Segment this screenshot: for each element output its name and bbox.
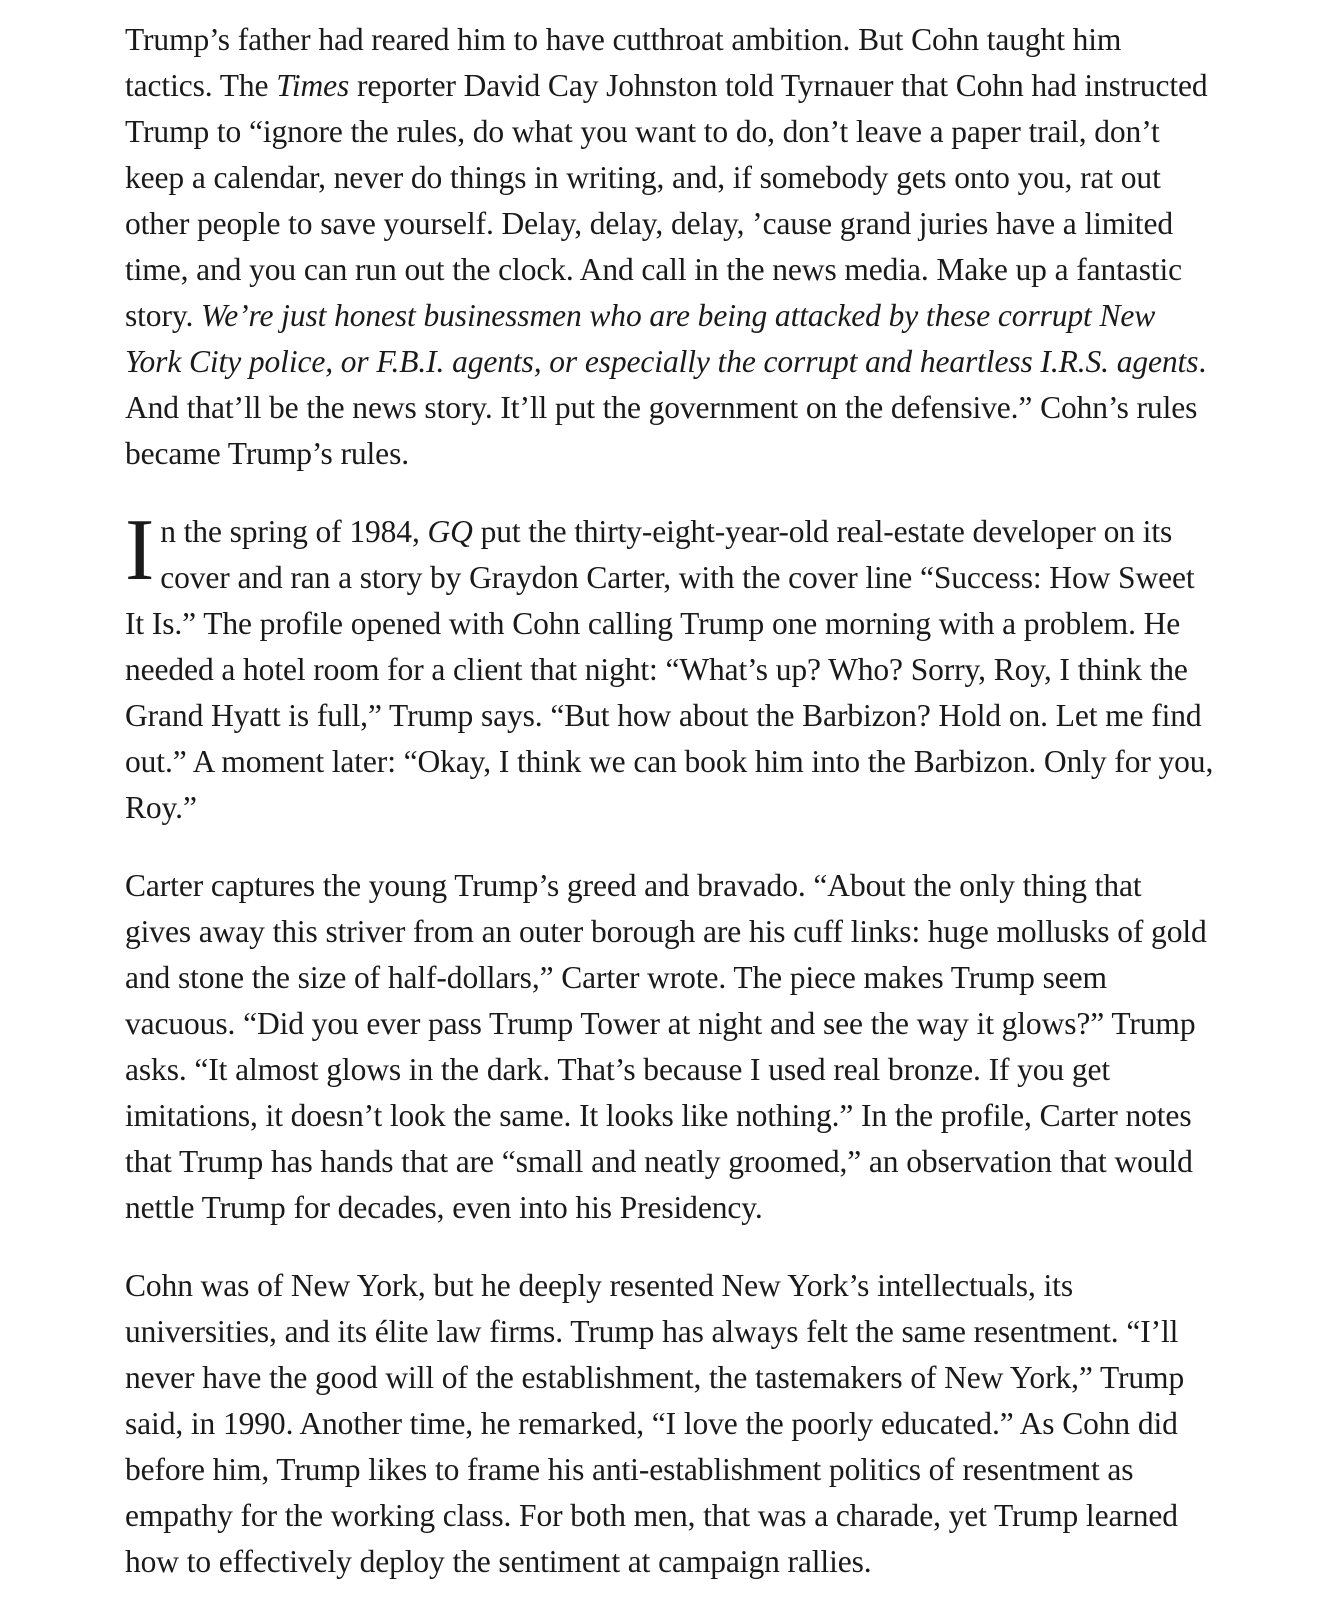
paragraph-2-text-a: n the spring of 1984, [160, 514, 428, 549]
publication-name-times: Times [276, 68, 350, 103]
paragraph-1-text-a: Trump’s father had reared him to have cutthroat ambition. But Cohn taught him tactics. The [125, 22, 1122, 103]
paragraph-4: Cohn was of New York, but he deeply resented New York’s intellectuals, its universities, and its élite law firms. Trump has always felt the same resentment. “I’ll never have the good will of the establishment, the tastemakers of New York,” Trump said, in 1990. Another time, he remarked, “I love the poorly educated.” As Cohn did before him, Trump likes to frame his anti-establishment politics of resentment as empathy for the working class. For both men, that was a charade, yet Trump learned how to effectively deploy the sentiment at campaign rallies. [125, 1268, 1185, 1579]
drop-cap: I [125, 502, 155, 599]
article-body [125, 17, 1215, 1617]
paragraph-2-text-c: put the thirty-eight-year-old real-estate developer on its cover and ran a story by Graydon Carter, with the cover line “Success: How Sweet It Is.” The profile opened with Cohn calling Trump one morning with a problem. He needed a hotel room for a client that night: “What’s up? Who? Sorry, Roy, I think the Grand Hyatt is full,” Trump says. “But how about the Barbizon? Hold on. Let me find out.” A moment later: “Okay, I think we can book him into the Barbizon. Only for you, Roy.” [125, 514, 1214, 825]
publication-name-gq: GQ [427, 514, 473, 549]
paragraph-1 [125, 17, 1215, 477]
paragraph-2 [125, 502, 1215, 831]
paragraph-3: Carter captures the young Trump’s greed and bravado. “About the only thing that gives away this striver from an outer borough are his cuff links: huge mollusks of gold and stone the size of half-dollars,” Carter wrote. The piece makes Trump seem vacuous. “Did you ever pass Trump Tower at night and see the way it glows?” Trump asks. “It almost glows in the dark. That’s because I used real bronze. If you get imitations, it doesn’t look the same. It looks like nothing.” In the profile, Carter notes that Trump has hands that are “small and neatly groomed,” an observation that would nettle Trump for decades, even into his Presidency. [125, 868, 1207, 1225]
paragraph-1-text-e: . And that’ll be the news story. It’ll put the government on the defensive.” Cohn’s rules became Trump’s rules. [125, 344, 1207, 471]
paragraph-1-text-c: reporter David Cay Johnston told Tyrnauer that Cohn had instructed Trump to “ignore the rules, do what you want to do, don’t leave a paper trail, don’t keep a calendar, never do things in writing, and, if somebody gets onto you, rat out other people to save yourself. Delay, delay, delay, ’cause grand juries have a limited time, and you can run out the clock. And call in the news media. Make up a fantastic story. [125, 68, 1208, 333]
paragraph-1-italic-quote: We’re just honest businessmen who are being attacked by these corrupt New York City police, or F.B.I. agents, or especially the corrupt and heartless I.R.S. agents [125, 298, 1199, 379]
